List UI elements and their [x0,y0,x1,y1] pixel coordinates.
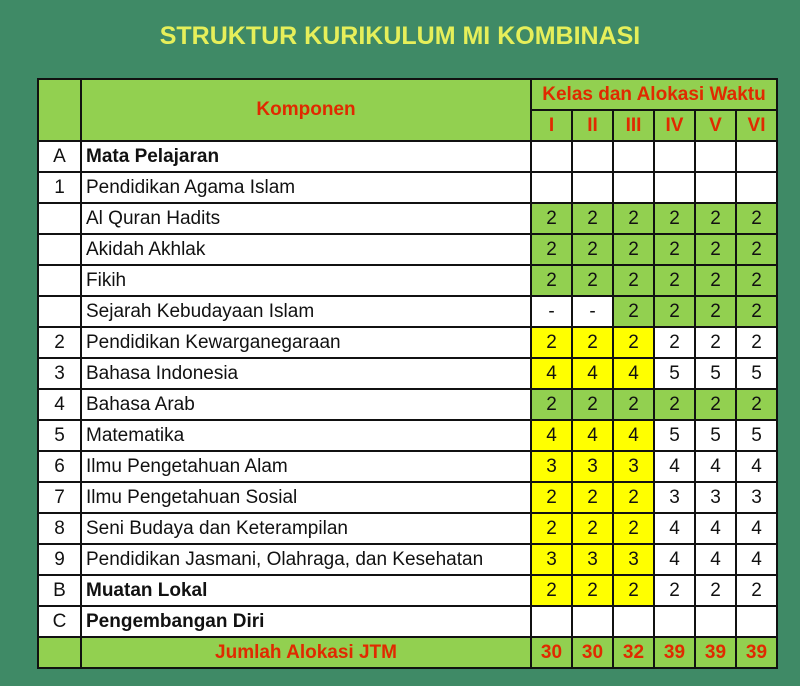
value-cell [695,172,736,203]
row-name: Al Quran Hadits [81,203,531,234]
value-cell: 2 [736,296,777,327]
value-cell: 2 [572,327,613,358]
row-number: 7 [38,482,81,513]
value-cell: 4 [654,451,695,482]
table-row [38,296,777,327]
row-name: Pengembangan Diri [81,606,531,637]
value-cell [736,606,777,637]
value-cell [531,172,572,203]
row-number [38,265,81,296]
total-row [38,637,777,668]
value-cell: 3 [613,544,654,575]
value-cell: 5 [695,420,736,451]
value-cell [736,141,777,172]
table-row [38,451,777,482]
value-cell: 2 [613,234,654,265]
value-cell: 4 [572,358,613,389]
table-row [38,172,777,203]
value-cell: 4 [654,544,695,575]
table-row [38,544,777,575]
value-cell: 2 [736,389,777,420]
row-name: Seni Budaya dan Keterampilan [81,513,531,544]
grade-header-V: V [695,110,736,141]
value-cell [531,141,572,172]
row-number: 4 [38,389,81,420]
value-cell: 2 [531,389,572,420]
value-cell: 2 [695,389,736,420]
grade-header-VI: VI [736,110,777,141]
value-cell: 2 [613,482,654,513]
row-number [38,296,81,327]
value-cell: 2 [736,265,777,296]
value-cell: 4 [531,358,572,389]
value-cell: 2 [531,575,572,606]
curriculum-table [37,78,778,669]
value-cell: 4 [654,513,695,544]
value-cell: 2 [613,575,654,606]
header-no [38,79,81,141]
value-cell: 3 [531,451,572,482]
value-cell: 2 [654,203,695,234]
value-cell: 4 [613,420,654,451]
row-number: C [38,606,81,637]
value-cell [572,141,613,172]
total-value: 32 [613,637,654,668]
value-cell: 2 [531,513,572,544]
value-cell: 4 [695,451,736,482]
value-cell: 2 [695,575,736,606]
value-cell: 4 [736,544,777,575]
value-cell: 2 [572,234,613,265]
grade-header-IV: IV [654,110,695,141]
row-name: Akidah Akhlak [81,234,531,265]
total-label: Jumlah Alokasi JTM [81,637,531,668]
header-row [38,79,777,110]
row-number: 8 [38,513,81,544]
value-cell: 2 [736,203,777,234]
row-name: Bahasa Arab [81,389,531,420]
row-number: 9 [38,544,81,575]
row-name: Matematika [81,420,531,451]
value-cell: 2 [531,203,572,234]
row-number: 2 [38,327,81,358]
header-komponen: Komponen [81,79,531,141]
value-cell: 2 [654,265,695,296]
total-value: 30 [531,637,572,668]
value-cell: 2 [572,482,613,513]
row-number: 3 [38,358,81,389]
value-cell: 2 [572,575,613,606]
total-value: 39 [695,637,736,668]
value-cell: 2 [654,327,695,358]
value-cell: 2 [613,513,654,544]
value-cell: 4 [613,358,654,389]
value-cell [654,606,695,637]
value-cell: 3 [531,544,572,575]
value-cell: 4 [695,513,736,544]
value-cell [695,141,736,172]
value-cell [654,172,695,203]
grade-header-I: I [531,110,572,141]
total-value: 30 [572,637,613,668]
value-cell: 2 [531,482,572,513]
value-cell [572,172,613,203]
value-cell: 4 [736,451,777,482]
value-cell: 2 [572,203,613,234]
value-cell: 2 [695,296,736,327]
value-cell: 5 [654,358,695,389]
total-no [38,637,81,668]
value-cell: 2 [572,513,613,544]
value-cell: 2 [572,389,613,420]
value-cell: 4 [531,420,572,451]
row-number: A [38,141,81,172]
value-cell: 3 [654,482,695,513]
row-number: B [38,575,81,606]
table-row [38,482,777,513]
page-title: STRUKTUR KURIKULUM MI KOMBINASI [159,22,641,50]
row-number: 1 [38,172,81,203]
value-cell: 2 [613,296,654,327]
grade-header-III: III [613,110,654,141]
table-row [38,513,777,544]
value-cell: 4 [572,420,613,451]
row-name: Pendidikan Jasmani, Olahraga, dan Kesehatan [81,544,531,575]
table-row [38,327,777,358]
value-cell: 2 [531,265,572,296]
value-cell [613,172,654,203]
value-cell [695,606,736,637]
row-name: Pendidikan Agama Islam [81,172,531,203]
row-number [38,203,81,234]
value-cell: 3 [736,482,777,513]
table-row [38,234,777,265]
value-cell: 2 [654,296,695,327]
row-number: 6 [38,451,81,482]
value-cell: 3 [572,451,613,482]
value-cell: 2 [613,389,654,420]
table-row [38,265,777,296]
value-cell: 2 [613,203,654,234]
row-name: Ilmu Pengetahuan Sosial [81,482,531,513]
value-cell [736,172,777,203]
grade-header-II: II [572,110,613,141]
value-cell [613,606,654,637]
row-name: Sejarah Kebudayaan Islam [81,296,531,327]
value-cell: 2 [654,234,695,265]
row-name: Bahasa Indonesia [81,358,531,389]
row-name: Mata Pelajaran [81,141,531,172]
row-name: Fikih [81,265,531,296]
value-cell: 2 [613,327,654,358]
value-cell: 2 [531,327,572,358]
value-cell: 2 [695,234,736,265]
table-row [38,575,777,606]
row-name: Ilmu Pengetahuan Alam [81,451,531,482]
table-row [38,420,777,451]
value-cell: 3 [695,482,736,513]
value-cell: 5 [695,358,736,389]
value-cell [613,141,654,172]
value-cell [654,141,695,172]
total-value: 39 [654,637,695,668]
row-name: Muatan Lokal [81,575,531,606]
value-cell: - [572,296,613,327]
table-row [38,203,777,234]
value-cell: 3 [613,451,654,482]
value-cell [531,606,572,637]
value-cell: 2 [695,265,736,296]
value-cell: 3 [572,544,613,575]
value-cell: 2 [736,327,777,358]
value-cell: 2 [736,575,777,606]
value-cell: 5 [736,420,777,451]
value-cell: 2 [654,389,695,420]
value-cell: 2 [654,575,695,606]
value-cell: 2 [531,234,572,265]
value-cell: 2 [613,265,654,296]
value-cell: 4 [736,513,777,544]
value-cell: 4 [695,544,736,575]
value-cell: 2 [695,203,736,234]
row-name: Pendidikan Kewarganegaraan [81,327,531,358]
value-cell: - [531,296,572,327]
value-cell [572,606,613,637]
value-cell: 5 [736,358,777,389]
value-cell: 2 [736,234,777,265]
row-number: 5 [38,420,81,451]
value-cell: 2 [695,327,736,358]
row-number [38,234,81,265]
table-row [38,141,777,172]
total-value: 39 [736,637,777,668]
value-cell: 2 [572,265,613,296]
header-kelas: Kelas dan Alokasi Waktu [531,79,777,110]
table-row [38,389,777,420]
table-row [38,606,777,637]
value-cell: 5 [654,420,695,451]
table-row [38,358,777,389]
